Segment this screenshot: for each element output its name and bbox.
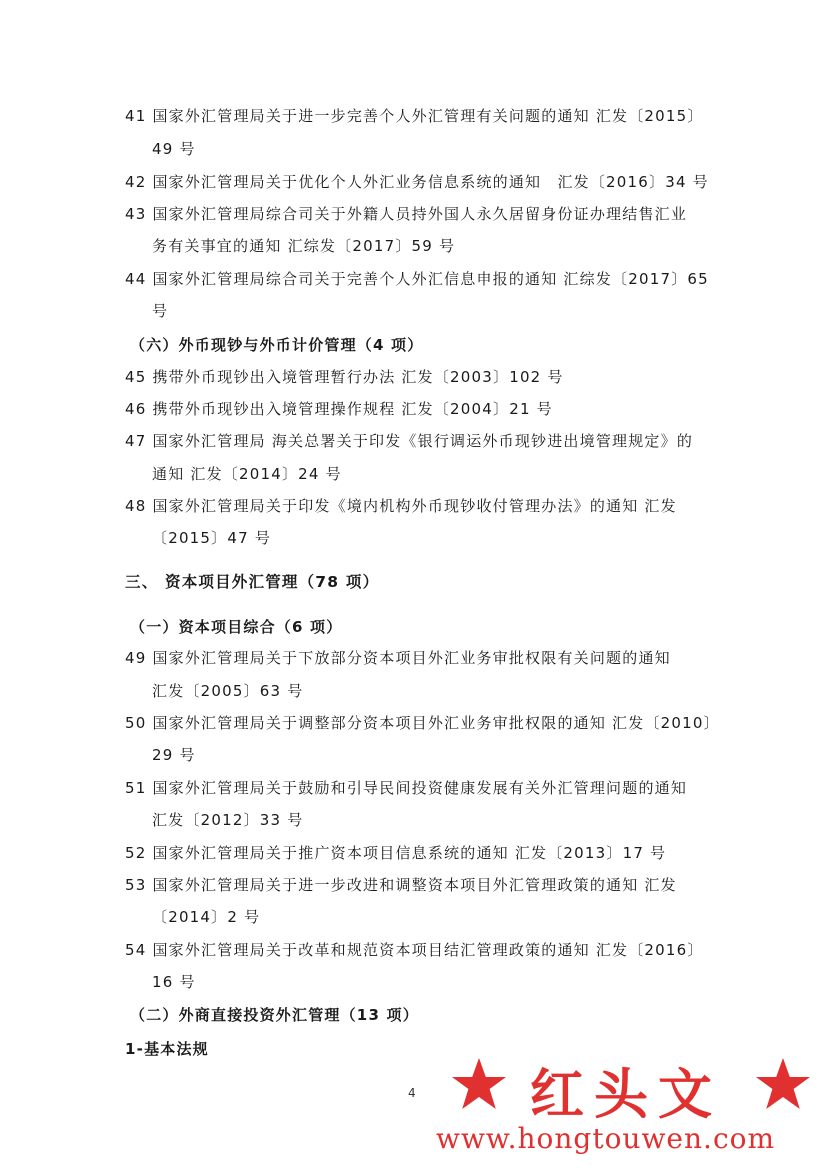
section-heading: （一）资本项目综合（6 项）	[130, 618, 343, 636]
list-item: 52 国家外汇管理局关于推广资本项目信息系统的通知 汇发〔2013〕17 号	[125, 844, 667, 862]
section-heading: （六）外币现钞与外币计价管理（4 项）	[130, 336, 424, 354]
list-item: 汇发〔2005〕63 号	[152, 682, 304, 700]
list-item: 53 国家外汇管理局关于进一步改进和调整资本项目外汇管理政策的通知 汇发	[125, 876, 677, 894]
list-item: 41 国家外汇管理局关于进一步完善个人外汇管理有关问题的通知 汇发〔2015〕	[125, 107, 704, 125]
list-item: 42 国家外汇管理局关于优化个人外汇业务信息系统的通知 汇发〔2016〕34 号	[125, 173, 709, 191]
list-item: 16 号	[152, 973, 196, 991]
list-item: 〔2015〕47 号	[152, 529, 272, 547]
star-icon	[754, 1056, 812, 1112]
list-item: 50 国家外汇管理局关于调整部分资本项目外汇业务审批权限的通知 汇发〔2010〕	[125, 714, 720, 732]
list-item: 44 国家外汇管理局综合司关于完善个人外汇信息申报的通知 汇综发〔2017〕65	[125, 270, 709, 288]
list-item: 务有关事宜的通知 汇综发〔2017〕59 号	[152, 237, 456, 255]
list-item: 47 国家外汇管理局 海关总署关于印发《银行调运外币现钞进出境管理规定》的	[125, 432, 694, 450]
list-item: 29 号	[152, 746, 196, 764]
watermark-url[interactable]: www.hongtouwen.com	[436, 1122, 776, 1155]
watermark-title	[428, 1048, 818, 1126]
list-item: 46 携带外币现钞出入境管理操作规程 汇发〔2004〕21 号	[125, 400, 553, 418]
list-item: 汇发〔2012〕33 号	[152, 811, 304, 829]
list-item: 43 国家外汇管理局综合司关于外籍人员持外国人永久居留身份证办理结售汇业	[125, 205, 688, 223]
chapter-heading: 三、 资本项目外汇管理（78 项）	[125, 573, 380, 591]
list-item: 通知 汇发〔2014〕24 号	[152, 465, 342, 483]
page-number: 4	[408, 1086, 416, 1100]
star-icon	[450, 1056, 508, 1112]
list-item: 49 国家外汇管理局关于下放部分资本项目外汇业务审批权限有关问题的通知	[125, 649, 671, 667]
list-item: 51 国家外汇管理局关于鼓励和引导民间投资健康发展有关外汇管理问题的通知	[125, 779, 688, 797]
list-item: 48 国家外汇管理局关于印发《境内机构外币现钞收付管理办法》的通知 汇发	[125, 497, 677, 515]
subsection-heading: 1-基本法规	[125, 1040, 209, 1058]
watermark-text: 红头文	[530, 1062, 722, 1126]
list-item: 45 携带外币现钞出入境管理暂行办法 汇发〔2003〕102 号	[125, 368, 564, 386]
list-item: 〔2014〕2 号	[152, 908, 261, 926]
list-item: 号	[152, 302, 169, 320]
list-item: 49 号	[152, 140, 196, 158]
watermark-logo[interactable]	[428, 1048, 827, 1170]
section-heading: （二）外商直接投资外汇管理（13 项）	[130, 1006, 419, 1024]
list-item: 54 国家外汇管理局关于改革和规范资本项目结汇管理政策的通知 汇发〔2016〕	[125, 941, 704, 959]
